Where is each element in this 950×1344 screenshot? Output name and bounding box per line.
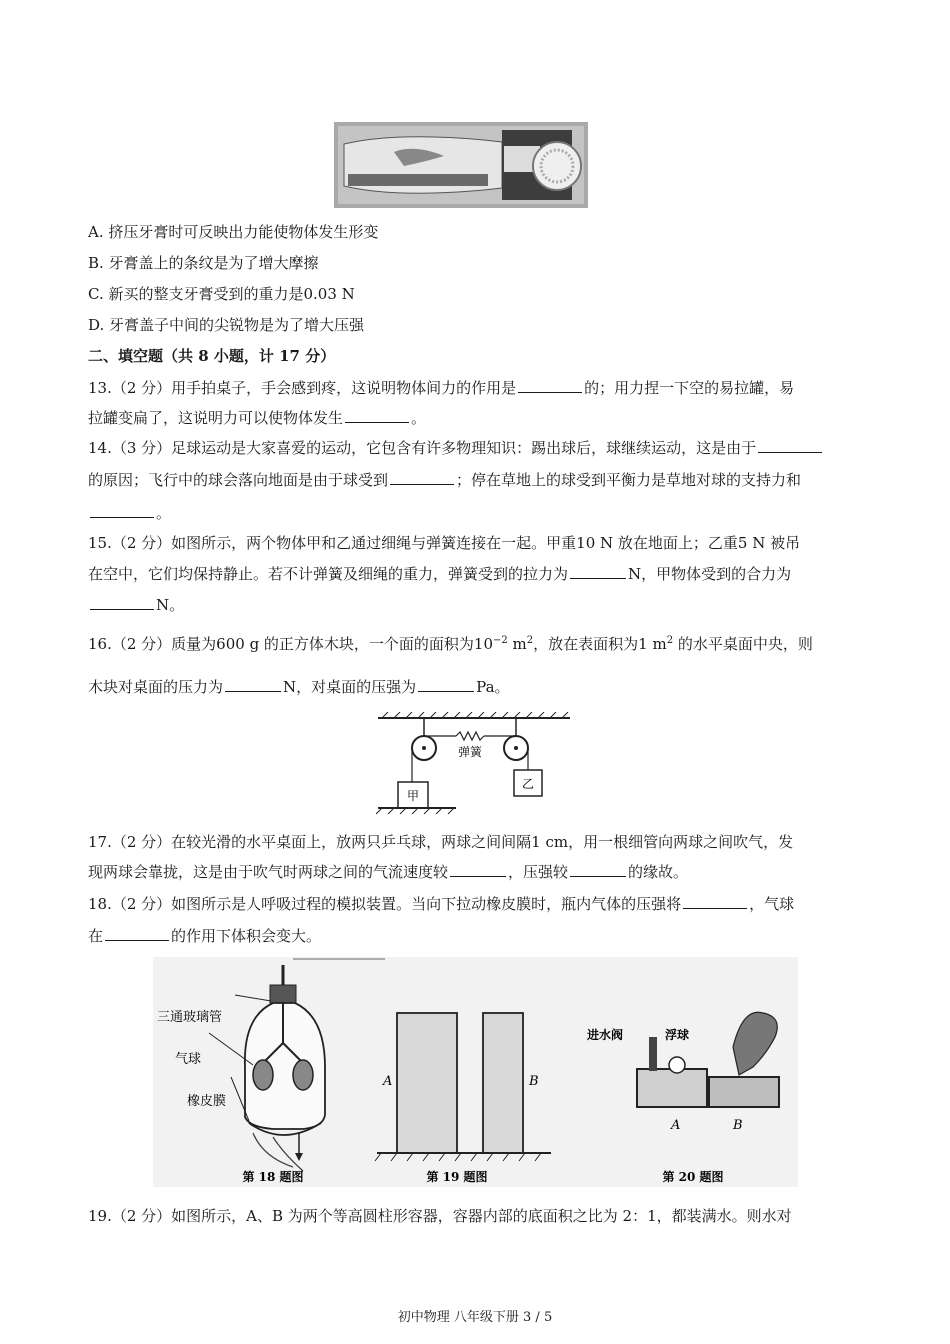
answer-blank[interactable] <box>345 408 409 423</box>
caption-18: 第 18 题图 <box>242 1170 304 1184</box>
q16-text-d: Pa。 <box>476 678 510 696</box>
q19-line1: 19.（2 分）如图所示，A、B 为两个等高圆柱形容器，容器内部的底面积之比为 2：1，都装满水。则水对 <box>88 1207 792 1225</box>
spring-label: 弹簧 <box>457 745 483 759</box>
q13-text-c: 拉罐变扁了，这说明力可以使物体发生 <box>88 409 344 427</box>
spring <box>456 732 484 740</box>
answer-blank[interactable] <box>418 677 474 692</box>
option-d: D. 牙膏盖子中间的尖锐物是为了增大压强 <box>88 316 365 334</box>
q18-text-c: 在 <box>88 927 104 945</box>
container-a <box>397 1013 457 1153</box>
balloon-right <box>293 1060 313 1090</box>
trough-a-label: A <box>671 1118 681 1133</box>
answer-blank[interactable] <box>570 862 626 877</box>
superscript: −2 <box>493 635 508 646</box>
answer-blank[interactable] <box>105 926 169 941</box>
caption-19: 第 19 题图 <box>426 1170 488 1184</box>
q15-text-c: N，甲物体受到的合力为 <box>628 565 792 583</box>
q16-text-a: 16.（2 分）质量为600 g 的正方体木块，一个面的面积为10 <box>88 635 494 653</box>
superscript: 2 <box>666 635 674 646</box>
q16-text-a4: 的水平桌面中央，则 <box>673 635 813 653</box>
q16-text-a3: ，放在表面积为1 m <box>533 635 667 653</box>
answer-blank[interactable] <box>683 894 747 909</box>
jia-label: 甲 <box>406 789 420 803</box>
q18-line2 <box>88 926 868 946</box>
q18-text-b: ，气球 <box>749 895 795 913</box>
balloon-label: 气球 <box>175 1052 202 1067</box>
q14-text-c: ；停在草地上的球受到平衡力是草地对球的支持力和 <box>456 471 802 489</box>
q14-text-b: 的原因；飞行中的球会落向地面是由于球受到 <box>88 471 389 489</box>
toothpaste-photo <box>334 122 588 208</box>
valve-label: 进水阀 <box>587 1028 624 1042</box>
yi-label: 乙 <box>521 777 535 791</box>
q14-line1 <box>88 438 868 458</box>
membrane-label: 橡皮膜 <box>187 1094 227 1109</box>
q15-line2 <box>88 564 868 584</box>
q13-text-a: 13.（2 分）用手拍桌子，手会感到疼，这说明物体间力的作用是 <box>88 379 517 397</box>
float-ball <box>669 1057 685 1073</box>
q13-line2 <box>88 408 868 428</box>
q14-text-a: 14.（3 分）足球运动是大家喜爱的运动，它包含有许多物理知识：踢出球后，球继续运动，这是由于 <box>88 439 757 457</box>
answer-blank[interactable] <box>390 470 454 485</box>
tube-label: 三通玻璃管 <box>157 1010 223 1025</box>
q17-line1: 17.（2 分）在较光滑的水平桌面上，放两只乒乓球，两球之间间隔1 cm，用一根细管向两球之间吹气，发 <box>88 833 794 851</box>
answer-blank[interactable] <box>450 862 506 877</box>
float-label: 浮球 <box>665 1028 690 1042</box>
q17-text-d: 的缘故。 <box>628 863 689 881</box>
q16-unit: m <box>507 635 527 653</box>
q16-line2 <box>88 677 868 697</box>
pulley-spring-figure <box>376 712 572 816</box>
q17-line2 <box>88 862 868 882</box>
q15-line3 <box>88 595 868 615</box>
q13-text-b: 的；用力捏一下空的易拉罐，易 <box>584 379 795 397</box>
q14-text-d: 。 <box>156 504 172 522</box>
balloon-left <box>253 1060 273 1090</box>
answer-blank[interactable] <box>90 503 154 518</box>
q18-line1 <box>88 894 868 914</box>
q17-text-b: 现两球会靠拢，这是由于吹气时两球之间的气流速度较 <box>88 863 449 881</box>
q15-line1: 15.（2 分）如图所示，两个物体甲和乙通过细绳与弹簧连接在一起。甲重10 N 放在地面上；乙重5 N 被吊 <box>88 534 801 552</box>
q16-text-b: 木块对桌面的压力为 <box>88 678 224 696</box>
answer-blank[interactable] <box>90 595 154 610</box>
option-b: B. 牙膏盖上的条纹是为了增大摩擦 <box>88 254 319 272</box>
page-footer: 初中物理 八年级下册 3 / 5 <box>397 1310 553 1325</box>
answer-blank[interactable] <box>758 438 822 453</box>
q15-text-b: 在空中，它们均保持静止。若不计弹簧及细绳的重力，弹簧受到的拉力为 <box>88 565 569 583</box>
q16-line1 <box>88 634 868 654</box>
label-b: B <box>529 1074 539 1089</box>
caption-20: 第 20 题图 <box>662 1170 724 1184</box>
label-a: A <box>383 1074 393 1089</box>
answer-blank[interactable] <box>518 378 582 393</box>
trough-a <box>637 1069 707 1107</box>
option-c: C. 新买的整支牙膏受到的重力是0.03 N <box>88 285 355 303</box>
q18-text-a: 18.（2 分）如图所示是人呼吸过程的模拟装置。当向下拉动橡皮膜时，瓶内气体的压强将 <box>88 895 682 913</box>
q14-line2 <box>88 470 868 490</box>
trough-b <box>709 1077 779 1107</box>
option-a: A. 挤压牙膏时可反映出力能使物体发生形变 <box>88 223 379 241</box>
figures-18-19-20 <box>153 957 798 1187</box>
answer-blank[interactable] <box>225 677 281 692</box>
q14-line3 <box>88 503 868 523</box>
container-b <box>483 1013 523 1153</box>
q17-text-c: ，压强较 <box>508 863 569 881</box>
answer-blank[interactable] <box>570 564 626 579</box>
superscript: 2 <box>526 635 534 646</box>
q16-text-c: N，对桌面的压强为 <box>283 678 417 696</box>
stopper <box>270 985 296 1003</box>
q18-text-d: 的作用下体积会变大。 <box>171 927 322 945</box>
section-title: 二、填空题（共 8 小题，计 17 分） <box>88 347 336 365</box>
q15-text-d: N。 <box>156 596 185 614</box>
trough-b-label: B <box>733 1118 743 1133</box>
q13-text-d: 。 <box>411 409 427 427</box>
q13-line1 <box>88 378 868 398</box>
